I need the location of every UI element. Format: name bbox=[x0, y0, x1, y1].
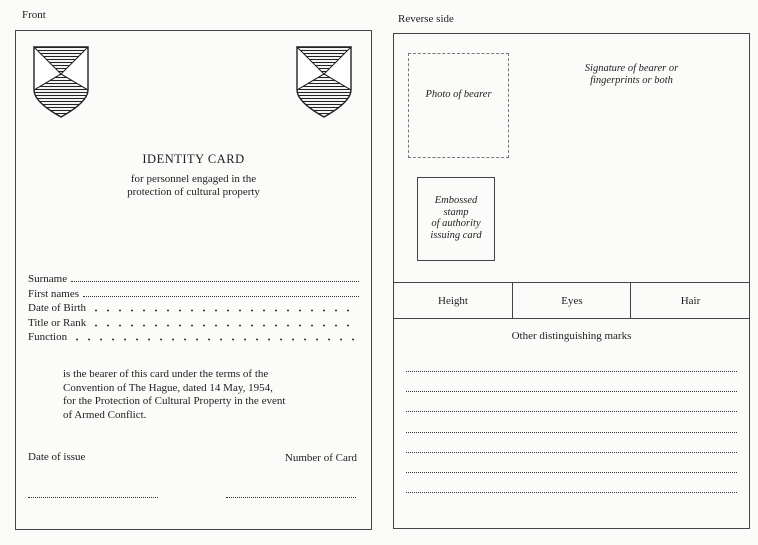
title-or-rank-field bbox=[28, 315, 359, 329]
function-dotted-line bbox=[71, 338, 359, 341]
physical-description-row bbox=[394, 282, 749, 319]
marks-line-2 bbox=[406, 391, 737, 392]
reverse-card bbox=[393, 33, 750, 529]
stamp-line-4: issuing card bbox=[430, 229, 482, 241]
stamp-line-3: of authority bbox=[431, 218, 481, 229]
height-cell bbox=[394, 283, 512, 318]
blue-shield-emblem-left bbox=[33, 46, 89, 118]
photo-box bbox=[408, 53, 509, 158]
eyes-label: Eyes bbox=[561, 294, 583, 307]
marks-line-6 bbox=[406, 472, 737, 473]
date-of-issue-label: Date of issue bbox=[28, 451, 86, 463]
stamp-line-2: stamp bbox=[443, 206, 469, 218]
embossed-stamp-box bbox=[417, 177, 495, 261]
stamp-line-1: Embossed bbox=[434, 195, 478, 206]
reverse-caption: Reverse side bbox=[398, 13, 454, 25]
title-or-rank-label: Title or Rank bbox=[28, 317, 87, 329]
card-title: IDENTITY CARD bbox=[142, 152, 245, 166]
first-names-dotted-line bbox=[83, 296, 359, 297]
number-of-card-label: Number of Card bbox=[284, 452, 357, 464]
marks-line-4 bbox=[406, 432, 737, 433]
title-or-rank-dotted-line bbox=[90, 324, 359, 327]
card-subtitle-line2: protection of cultural property bbox=[127, 186, 260, 198]
function-field bbox=[28, 329, 359, 343]
date-of-issue-dotted-line bbox=[28, 497, 158, 498]
card-subtitle-line1: for personnel engaged in the bbox=[130, 173, 257, 185]
eyes-cell bbox=[512, 283, 631, 318]
convention-line-1: is the bearer of this card under the terms of the bbox=[63, 368, 269, 380]
other-marks-label: Other distinguishing marks bbox=[511, 330, 632, 342]
convention-paragraph bbox=[63, 368, 353, 422]
photo-label: Photo of bearer bbox=[425, 89, 492, 100]
date-of-birth-label: Date of Birth bbox=[28, 302, 87, 314]
front-card bbox=[15, 30, 372, 530]
signature-label-line1: Signature of bearer or bbox=[584, 63, 679, 74]
signature-area bbox=[554, 63, 709, 87]
surname-dotted-line bbox=[71, 281, 359, 282]
hair-label: Hair bbox=[680, 294, 701, 307]
convention-line-4: of Armed Conflict. bbox=[63, 408, 147, 421]
surname-label: Surname bbox=[28, 273, 68, 285]
convention-line-2: Convention of The Hague, dated 14 May, 1954, bbox=[63, 381, 273, 394]
marks-line-1 bbox=[406, 371, 737, 372]
height-label: Height bbox=[438, 294, 468, 307]
marks-line-5 bbox=[406, 452, 737, 453]
first-names-field bbox=[28, 286, 359, 300]
date-of-birth-field bbox=[28, 300, 359, 314]
marks-line-3 bbox=[406, 411, 737, 412]
front-caption: Front bbox=[22, 9, 46, 21]
surname-field bbox=[28, 271, 359, 285]
hair-cell bbox=[630, 283, 750, 318]
convention-line-3: for the Protection of Cultural Property in the event bbox=[63, 395, 286, 407]
function-label: Function bbox=[28, 331, 68, 343]
marks-line-7 bbox=[406, 492, 737, 493]
first-names-label: First names bbox=[28, 288, 80, 300]
number-of-card-dotted-line bbox=[226, 497, 356, 498]
blue-shield-emblem-right bbox=[296, 46, 352, 118]
signature-label-line2: fingerprints or both bbox=[590, 75, 673, 86]
date-of-birth-dotted-line bbox=[90, 309, 359, 312]
